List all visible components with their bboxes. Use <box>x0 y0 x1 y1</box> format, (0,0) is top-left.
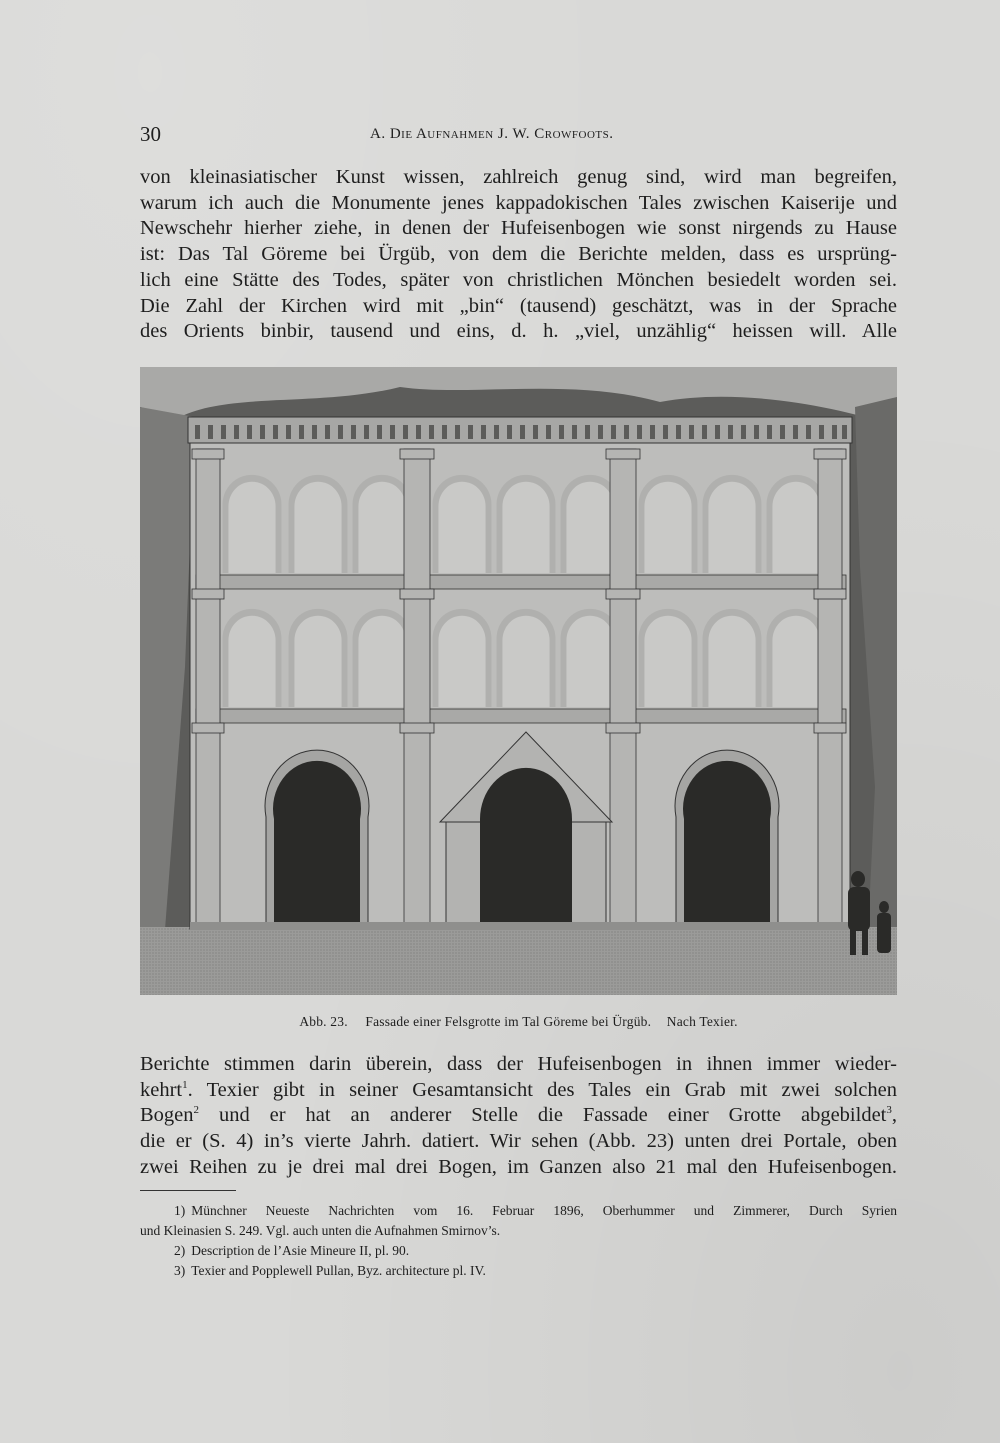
footnote-text: Münchner Neueste Nachrichten vom 16. Februar 1896, Oberhummer und Zimmerer, Durch Syrien <box>191 1203 897 1218</box>
footnote-text: Texier and Popplewell Pullan, Byz. architecture pl. IV. <box>191 1263 486 1278</box>
footnote-1 <box>140 1201 897 1241</box>
footnote-text: Description de l’Asie Mineure II, pl. 90. <box>191 1243 410 1258</box>
footnote-line <box>140 1201 897 1221</box>
paragraph-top <box>140 165 897 345</box>
text-line: die er (S. 4) in’s vierte Jahrh. datiert. Wir sehen (Abb. 23) unten drei Portale, oben <box>140 1130 897 1153</box>
facade-illustration <box>140 367 897 995</box>
paragraph-bottom <box>140 1052 897 1181</box>
text-line: zwei Reihen zu je drei mal drei Bogen, im Ganzen also 21 mal den Hufeisenbogen. <box>140 1155 897 1178</box>
upper-string-course <box>196 575 846 589</box>
text-line: Newschehr hierher ziehe, in denen der Hufeisenbogen wie sonst nirgends zu Hause <box>140 217 897 240</box>
lower-string-course <box>196 709 846 723</box>
footnote-rule <box>140 1190 236 1191</box>
portal-left <box>265 750 369 927</box>
footnotes <box>140 1201 897 1281</box>
portal-right <box>675 750 779 927</box>
ground <box>140 927 897 995</box>
footnote-marker: 3) <box>174 1263 186 1278</box>
footnote-line: und Kleinasien S. 249. Vgl. auch unten die Aufnahmen Smirnov’s. <box>140 1223 501 1238</box>
running-title: A. Die Aufnahmen J. W. Crowfoots. <box>370 126 614 142</box>
caption-label: Abb. 23. <box>299 1014 348 1029</box>
footnote-2 <box>140 1241 897 1261</box>
text-run: . Texier gibt in seiner Gesamtansicht des Tales ein Grab mit zwei solchen <box>187 1078 897 1101</box>
caption-text: Fassade einer Felsgrotte im Tal Göreme bei Ürgüb. <box>365 1014 652 1029</box>
footnote-marker: 2) <box>174 1243 186 1258</box>
page-number: 30 <box>140 122 161 146</box>
text-line: warum ich auch die Monumente jenes kappadokischen Tales zwischen Kaiserije und <box>140 191 897 214</box>
text-line: lich eine Stätte des Todes, später von christlichen Mönchen besiedelt worden sei. <box>140 268 897 291</box>
text-line <box>140 1078 897 1104</box>
middle-arcade <box>223 609 826 707</box>
figure-caption <box>140 1014 897 1030</box>
text-run: und er hat an anderer Stelle die Fassade einer Grotte abgebildet <box>199 1104 887 1127</box>
text-line: Berichte stimmen darin überein, dass der Hufeisenbogen in ihnen immer wieder- <box>140 1053 897 1075</box>
text-line: ist: Das Tal Göreme bei Ürgüb, von dem die Berichte melden, dass es ursprüng- <box>140 243 897 266</box>
footnote-ref: 3 <box>886 1104 892 1117</box>
footnote-ref: 1 <box>182 1078 188 1091</box>
upper-arcade <box>223 475 826 573</box>
footnote-3 <box>140 1261 897 1281</box>
facade-drawing <box>140 367 897 995</box>
running-head <box>140 122 897 148</box>
plinth <box>190 922 850 930</box>
footnote-marker: 1) <box>174 1203 186 1218</box>
text-line: des Orients binbir, tausend und eins, d. h. „viel, unzählig“ heissen will. Alle <box>140 320 897 343</box>
text-run: kehrt <box>140 1078 183 1101</box>
text-run: , <box>891 1104 897 1127</box>
text-line: von kleinasiatischer Kunst wissen, zahlreich genug sind, wird man begreifen, <box>140 166 897 188</box>
text-line <box>140 1103 897 1129</box>
caption-source: Nach Texier. <box>666 1014 738 1029</box>
text-line: Die Zahl der Kirchen wird mit „bin“ (tausend) geschätzt, was in der Sprache <box>140 294 897 317</box>
footnote-ref: 2 <box>193 1104 200 1117</box>
text-run: Bogen <box>140 1104 194 1127</box>
